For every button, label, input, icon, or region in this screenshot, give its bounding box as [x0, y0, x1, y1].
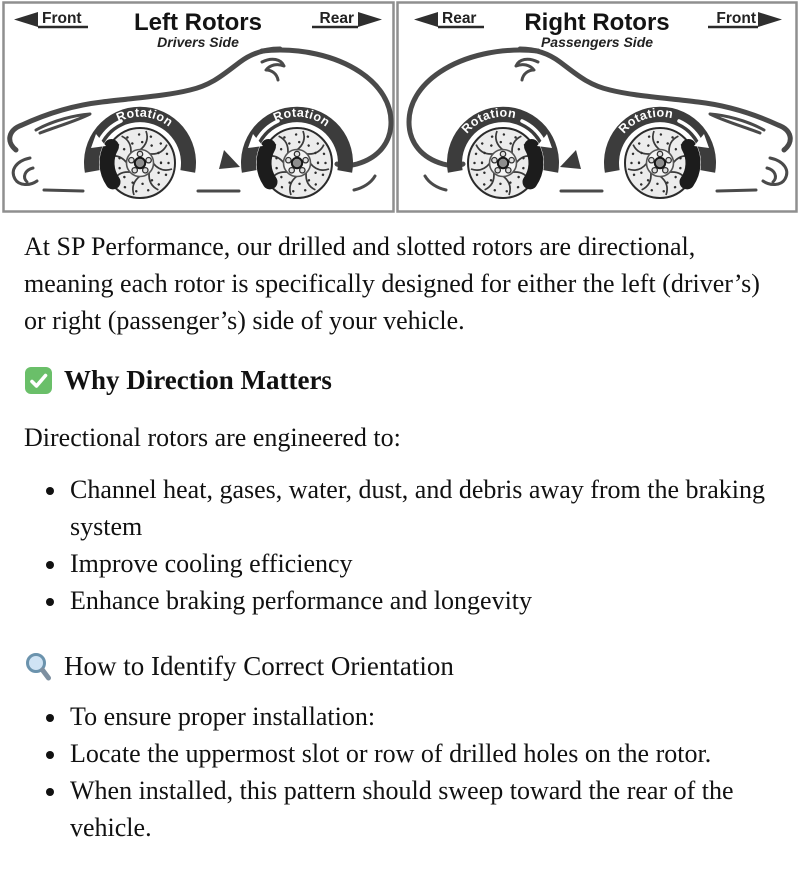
rotor-direction-diagram	[0, 0, 800, 215]
left-panel-subtitle: Drivers Side	[157, 34, 239, 50]
rear-arrow-left-icon	[414, 12, 438, 27]
how-bullet-list	[24, 698, 772, 846]
svg-text:Rotation	[114, 106, 175, 130]
front-label: Front	[716, 10, 756, 27]
engineered-intro: Directional rotors are engineered to:	[24, 423, 401, 452]
front-arrow-right-icon	[758, 12, 782, 27]
left-panel-header	[14, 9, 382, 50]
intro-paragraph: At SP Performance, our drilled and slotted rotors are directional, meaning each rotor is specifically designed for either the left (driver’s) or right (passenger’s) side of your vehicle.	[24, 232, 760, 335]
list-item: • To ensure proper installation:	[68, 698, 772, 735]
right-panel-subtitle: Passengers Side	[540, 34, 654, 50]
rear-label: Rear	[442, 10, 477, 27]
how-identify-heading	[24, 649, 772, 683]
list-item: • Channel heat, gases, water, dust, and debris away from the braking system	[68, 471, 772, 545]
front-label: Front	[42, 10, 82, 27]
left-panel-title: Left Rotors	[134, 9, 262, 36]
rear-label: Rear	[319, 10, 354, 27]
rotation-label: Rotation	[458, 105, 518, 137]
front-arrow-left-icon	[14, 12, 38, 27]
rotation-label: Rotation	[271, 105, 333, 130]
check-icon	[24, 366, 53, 395]
why-bullet-list	[24, 471, 772, 619]
rear-arrow-right-icon	[358, 12, 382, 27]
list-item: • Improve cooling efficiency	[68, 545, 772, 582]
how-identify-heading-text: How to Identify Correct Orientation	[64, 651, 454, 681]
right-panel-title: Right Rotors	[524, 9, 670, 36]
right-panel-header	[414, 9, 782, 50]
svg-text:Rotation	[271, 106, 332, 130]
list-item: • Locate the uppermost slot or row of drilled holes on the rotor.	[68, 735, 772, 772]
rotation-label: Rotation	[615, 105, 675, 137]
magnifier-icon	[24, 652, 53, 681]
list-item: • Enhance braking performance and longevity	[68, 582, 772, 619]
rotation-label: Rotation	[114, 105, 176, 130]
article-body	[0, 215, 800, 872]
why-direction-heading	[24, 363, 772, 397]
why-direction-heading-text: Why Direction Matters	[64, 365, 332, 395]
list-item: • When installed, this pattern should sweep toward the rear of the vehicle.	[68, 772, 772, 846]
left-car-illustration	[10, 49, 391, 198]
